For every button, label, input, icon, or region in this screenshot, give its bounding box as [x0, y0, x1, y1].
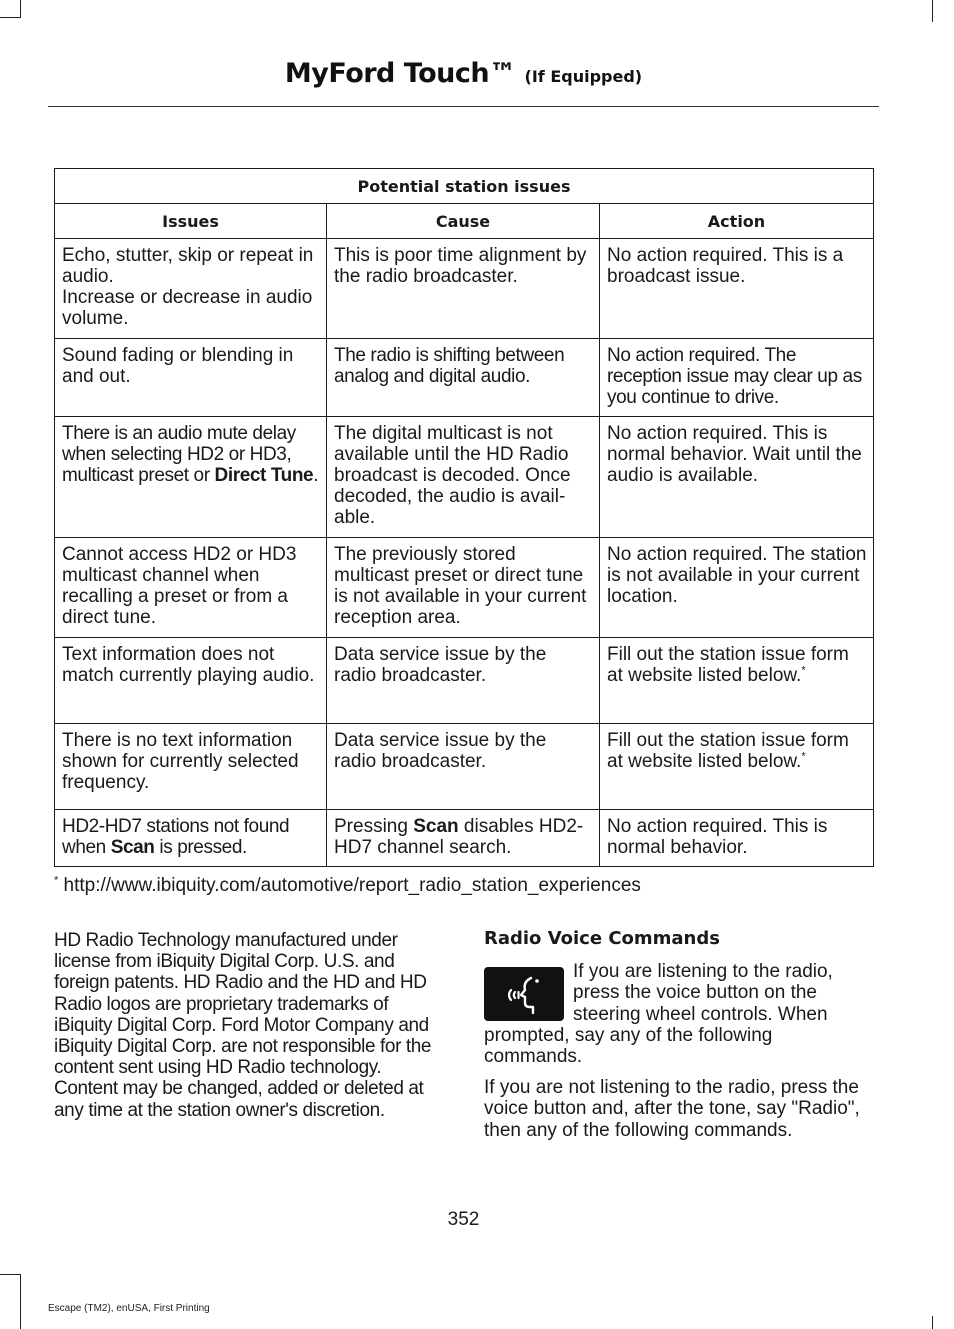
issue-text: Echo, stutter, skip or repeat in audio. [62, 245, 314, 287]
cause-cell: The previously stored multicast preset or direct tune is not available in your current reception area. [327, 538, 600, 638]
station-issues-table [54, 168, 874, 867]
page-title-suffix: (If Equipped) [524, 67, 643, 86]
voice-alt-paragraph: If you are not listening to the radio, press the voice button and, after the tone, say "Radio", then any of the following commands. [484, 1077, 860, 1141]
crop-mark [932, 1316, 933, 1329]
voice-instructions-paragraph [484, 961, 874, 1067]
table-caption: Potential station issues [55, 169, 874, 204]
issue-cell [55, 417, 327, 538]
table-header-row [55, 204, 874, 239]
cause-bold-term: Scan [413, 816, 459, 837]
table-row [55, 638, 874, 724]
page-number: 352 [447, 1209, 480, 1230]
issue-bold-term: Direct Tune [214, 465, 314, 486]
cause-text: Pressing [334, 816, 414, 837]
table-row [55, 239, 874, 339]
table-row [55, 339, 874, 417]
footnote-mark: * [801, 750, 806, 763]
crop-mark [0, 1274, 20, 1275]
issue-text-end: . [313, 465, 319, 486]
issue-cell [55, 239, 327, 339]
cause-cell [327, 810, 600, 867]
action-text: Fill out the station issue form at website listed below. [607, 730, 849, 772]
action-cell: No action required. This is normal behavior. [600, 810, 874, 867]
issue-text: HD2-HD7 stations not found when [62, 816, 290, 858]
crop-mark [0, 17, 20, 18]
footnote-url: http://www.ibiquity.com/automotive/report_radio_station_experiences [58, 875, 641, 896]
voice-instructions-text: If you are listening to the radio, press the voice button on the steering wheel controls. When prompted, say any of the following commands. [484, 961, 833, 1068]
cause-text-end: disables HD2-HD7 channel search. [334, 816, 584, 858]
crop-mark [932, 0, 933, 22]
crop-mark [20, 1274, 21, 1329]
table-row [55, 724, 874, 810]
column-header-action: Action [600, 204, 874, 239]
cause-cell: Data service issue by the radio broadcaster. [327, 638, 600, 724]
action-cell [600, 724, 874, 810]
action-cell: No action required. The station is not available in your current location. [600, 538, 874, 638]
table-caption-row [55, 169, 874, 204]
issue-cell: Text information does not match currently playing audio. [55, 638, 327, 724]
section-heading: Radio Voice Commands [484, 928, 720, 949]
action-cell: No action required. This is a broadcast issue. [600, 239, 874, 339]
page-title-main: MyFord Touch™ [284, 58, 516, 89]
action-cell: No action required. The reception issue may clear up as you continue to drive. [600, 339, 874, 417]
cause-cell: The radio is shifting between analog and digital audio. [327, 339, 600, 417]
table-footnote [54, 875, 641, 897]
table-row [55, 417, 874, 538]
crop-mark [20, 0, 21, 18]
print-footer: Escape (TM2), enUSA, First Printing [48, 1303, 210, 1314]
column-header-cause: Cause [327, 204, 600, 239]
action-cell [600, 638, 874, 724]
table-row [55, 810, 874, 867]
footnote-mark: * [54, 874, 59, 887]
cause-cell: Data service issue by the radio broadcaster. [327, 724, 600, 810]
issue-cell: Cannot access HD2 or HD3 multicast channel when recalling a preset or from a direct tune. [55, 538, 327, 638]
issue-bold-term: Scan [110, 837, 155, 858]
cause-cell: The digital multicast is not available until the HD Radio broadcast is decoded. Once decoded, the audio is avail-able. [327, 417, 600, 538]
column-header-issues: Issues [55, 204, 327, 239]
footnote-mark: * [801, 664, 806, 677]
issue-cell: There is no text information shown for currently selected frequency. [55, 724, 327, 810]
page-title [0, 58, 927, 89]
issue-text-2: Increase or decrease in audio volume. [62, 287, 313, 329]
radio-voice-commands-section [484, 928, 874, 1151]
header-divider [48, 106, 879, 107]
issue-cell: Sound fading or blending in and out. [55, 339, 327, 417]
voice-command-icon [484, 967, 564, 1021]
hd-radio-disclaimer: HD Radio Technology manufactured under license from iBiquity Digital Corp. U.S. and foreign patents. HD Radio and the HD and HD Radio logos are proprietary trademarks of iBiquity Digital Corp. Ford Motor Company and iBiquity Digital Corp. are not responsible for the content sent using HD Radio technology. Content may be changed, added or deleted at any time at the station owner's discretion. [54, 930, 432, 1121]
issue-text: There is an audio mute delay when selecting HD2 or HD3, multicast preset or [62, 423, 296, 486]
issue-cell [55, 810, 327, 867]
action-text: Fill out the station issue form at website listed below. [607, 644, 849, 686]
table-row [55, 538, 874, 638]
cause-cell: This is poor time alignment by the radio broadcaster. [327, 239, 600, 339]
issue-text-end: is pressed. [154, 837, 247, 858]
action-cell: No action required. This is normal behavior. Wait until the audio is available. [600, 417, 874, 538]
